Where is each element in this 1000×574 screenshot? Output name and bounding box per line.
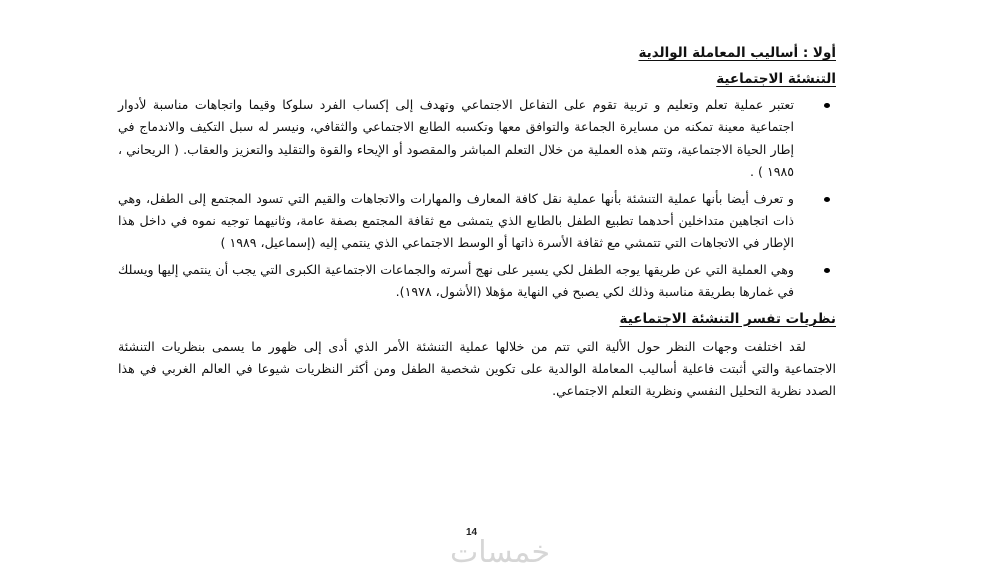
bullet-icon	[824, 268, 830, 273]
document-content	[118, 40, 836, 403]
list-item-text: وهي العملية التي عن طريقها يوجه الطفل لكي يسير على نهج أسرته والجماعات الاجتماعية الكبرى التي يجب أن ينتمي إليها ويسلك في غمارها بطريقة مناسبة وذلك لكي يصبح في النهاية مؤهلا (الأشول، ١٩٧٨).	[118, 261, 794, 300]
bullet-icon	[824, 103, 830, 108]
section-title: أولا : أساليب المعاملة الوالدية	[638, 45, 836, 61]
list-item-text: تعتبر عملية تعلم وتعليم و تربية تقوم على التفاعل الاجتماعي وتهدف إلى إكساب الفرد سلوكا وقيما واتجاهات مناسبة لأدوار اجتماعية معينة تمكنه من مسايرة الجماعة والتوافق معها وتكسبه الطابع الاجتماعي والثقافي، ونيسر له سبل التكيف والاندماج في إطار الحياة الاجتماعية، وتتم هذه العملية من خلال التعلم المباشر والمقصود أو الإيحاء والقوة والتقليد والتعزيز والعقاب. ( الريحاني ، ١٩٨٥ ) .	[118, 97, 794, 180]
theories-title: نظريات تفسر التنشئة الاجتماعية	[619, 310, 836, 327]
list-item	[118, 94, 836, 184]
definitions-list	[118, 94, 836, 304]
list-item-text: و تعرف أيضا بأنها عملية التنشئة بأنها عملية نقل كافة المعارف والمهارات والاتجاهات والقيم التي تسود المجتمع إلى الطفل، وهي ذات اتجاهين متداخلين أحدهما تطبيع الطفل بالطابع الذي يتمشى مع ثقافة المجتمع بصفة عامة، وثانيهما توجيه نموه في داخل هذا الإطار في الاتجاهات التي تتمشي مع ثقافة الأسرة ذاتها أو الوسط الاجتماعي الذي ينتمي إليه (إسماعيل، ١٩٨٩ )	[118, 190, 794, 251]
list-item	[118, 259, 836, 304]
bullet-icon	[824, 197, 830, 202]
watermark-logo: خمسات	[449, 535, 551, 570]
page-number: 14	[466, 527, 478, 538]
subsection-title: التنشئة الاجتماعية	[716, 71, 836, 87]
list-item	[118, 188, 836, 255]
theories-paragraph: لقد اختلفت وجهات النظر حول الألية التي تتم من خلالها عملية التنشئة الأمر الذي أدى إلى ظهور ما يسمى بنظريات التنشئة الاجتماعية والتي أثبتت فاعلية أساليب المعاملة الوالدية على تكوين شخصية الطفل ومن أكثر النظريات شيوعا في العالم الغربي في هذا الصدد نظرية التحليل النفسي ونظرية التعلم الاجتماعي.	[118, 338, 836, 399]
